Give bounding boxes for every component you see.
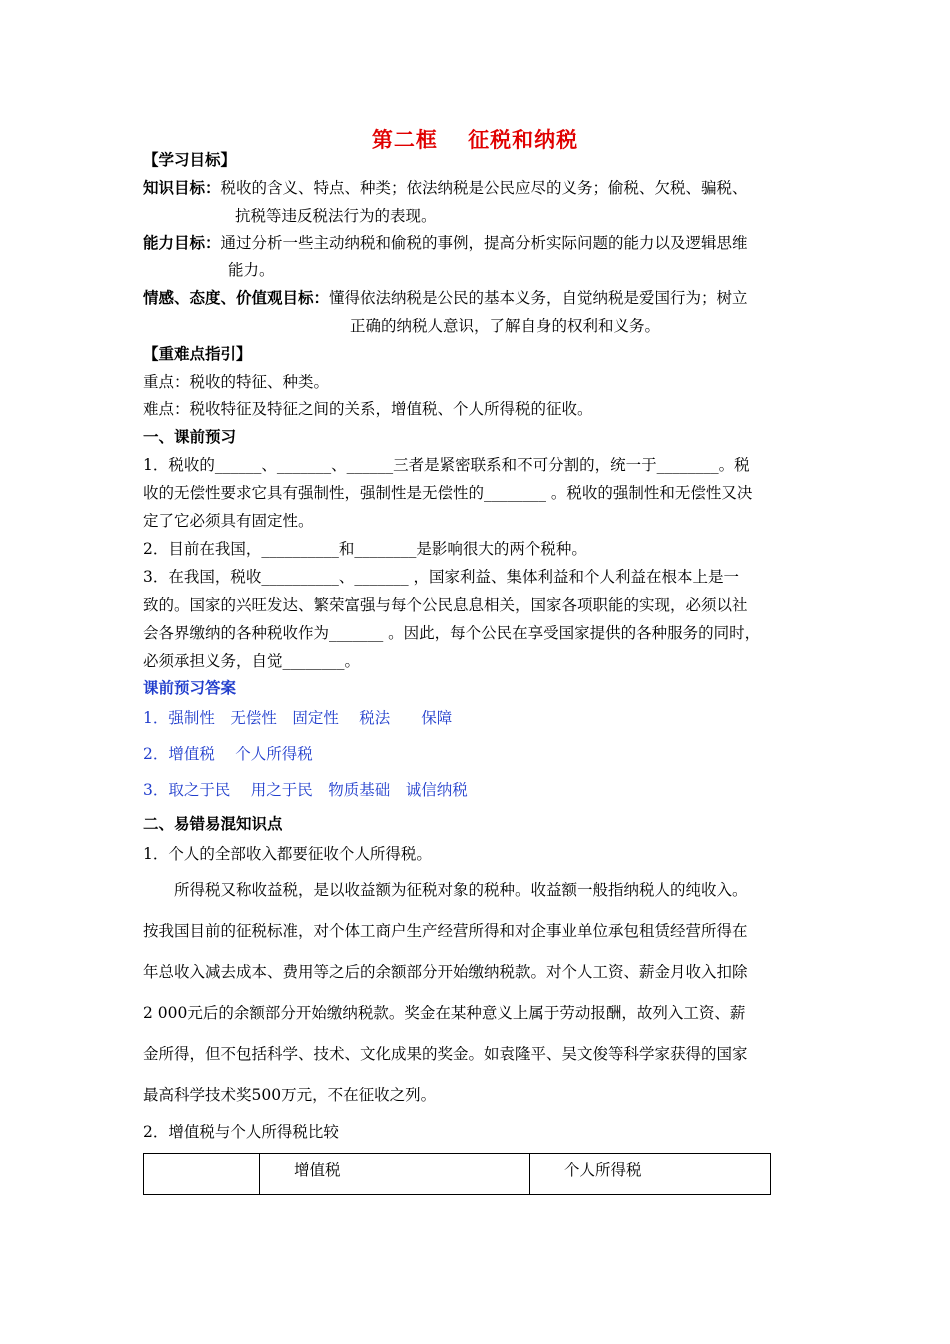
paragraph-line: 按我国目前的征税标准，对个体工商户生产经营所得和对企事业单位承包租赁经营所得在: [143, 922, 748, 940]
paragraph-line: 最高科学技术奖500万元，不在征收之列。: [143, 1086, 437, 1104]
paragraph-line: 所得税又称收益税，是以收益额为征税对象的税种。收益额一般指纳税人的纯收入。: [143, 881, 748, 899]
knowledge-text-cont: 抗税等违反税法行为的表现。: [235, 207, 437, 225]
emotion-label: 情感、态度、价值观目标：: [143, 288, 330, 307]
ability-text: 通过分析一些主动纳税和偷税的事例，提高分析实际问题的能力以及逻辑思维: [220, 234, 748, 252]
preview-q3-line1: 3．在我国，税收__________、_______ ，国家利益、集体利益和个人利益在根本上是一: [143, 568, 740, 586]
key-point: 重点：税收的特征、种类。: [143, 373, 330, 391]
preview-q1-line2: 收的无偿性要求它具有强制性，强制性是无偿性的________ 。税收的强制性和无偿性又决: [143, 484, 753, 502]
paragraph-line: 2 000元后的余额部分开始缴纳税款。奖金在某种意义上属于劳动报酬，故列入工资、薪: [143, 1004, 746, 1022]
preview-heading: 一、课前预习: [143, 427, 237, 446]
keypoints-heading: 【重难点指引】: [143, 344, 252, 363]
preview-q1-line3: 定了它必须具有固定性。: [143, 512, 314, 530]
emotion-text-cont: 正确的纳税人意识，了解自身的权利和义务。: [350, 317, 661, 335]
mistake-2-title: 2．增值税与个人所得税比较: [143, 1123, 339, 1141]
answers-heading: 课前预习答案: [143, 678, 237, 697]
mistake-1-title: 1．个人的全部收入都要征收个人所得税。: [143, 845, 432, 863]
table-header-income-tax: 个人所得税: [530, 1154, 771, 1195]
table-header-vat: 增值税: [260, 1154, 530, 1195]
paragraph-line: 年总收入减去成本、费用等之后的余额部分开始缴纳税款。对个人工资、薪金月收入扣除: [143, 963, 748, 981]
paragraph-line: 金所得，但不包括科学、技术、文化成果的奖金。如袁隆平、吴文俊等科学家获得的国家: [143, 1045, 748, 1063]
comparison-table: [143, 1153, 771, 1195]
preview-q2: 2．目前在我国，__________和________是影响很大的两个税种。: [143, 540, 587, 558]
ability-objective: [143, 233, 748, 253]
emotion-text: 懂得依法纳税是公民的基本义务，自觉纳税是爱国行为；树立: [329, 289, 748, 307]
preview-q3-line3: 会各界缴纳的各种税收作为_______ 。因此，每个公民在享受国家提供的各种服务的同时，: [143, 624, 761, 642]
knowledge-objective: [143, 178, 748, 198]
preview-q1-line1: 1．税收的______、_______、______三者是紧密联系和不可分割的，统一于________。税: [143, 456, 750, 474]
table-row: [144, 1154, 771, 1195]
ability-label: 能力目标：: [143, 233, 221, 252]
knowledge-label: 知识目标：: [143, 178, 221, 197]
objectives-heading: 【学习目标】: [143, 150, 237, 169]
answer-1: 1．强制性 无偿性 固定性 税法 保障: [143, 709, 453, 727]
knowledge-text: 税收的含义、特点、种类；依法纳税是公民应尽的义务；偷税、欠税、骗税、: [220, 179, 748, 197]
table-header-empty: [144, 1154, 260, 1195]
mistakes-heading: 二、易错易混知识点: [143, 814, 283, 833]
difficult-point: 难点：税收特征及特征之间的关系，增值税、个人所得税的征收。: [143, 400, 593, 418]
answer-2: 2．增值税 个人所得税: [143, 745, 313, 763]
answer-3: 3．取之于民 用之于民 物质基础 诚信纳税: [143, 781, 468, 799]
preview-q3-line2: 致的。国家的兴旺发达、繁荣富强与每个公民息息相关，国家各项职能的实现，必须以社: [143, 596, 748, 614]
ability-text-cont: 能力。: [228, 261, 275, 279]
page-title: 第二框 征税和纳税: [371, 127, 579, 152]
preview-q3-line4: 必须承担义务，自觉________。: [143, 652, 361, 670]
emotion-objective: [143, 288, 748, 308]
